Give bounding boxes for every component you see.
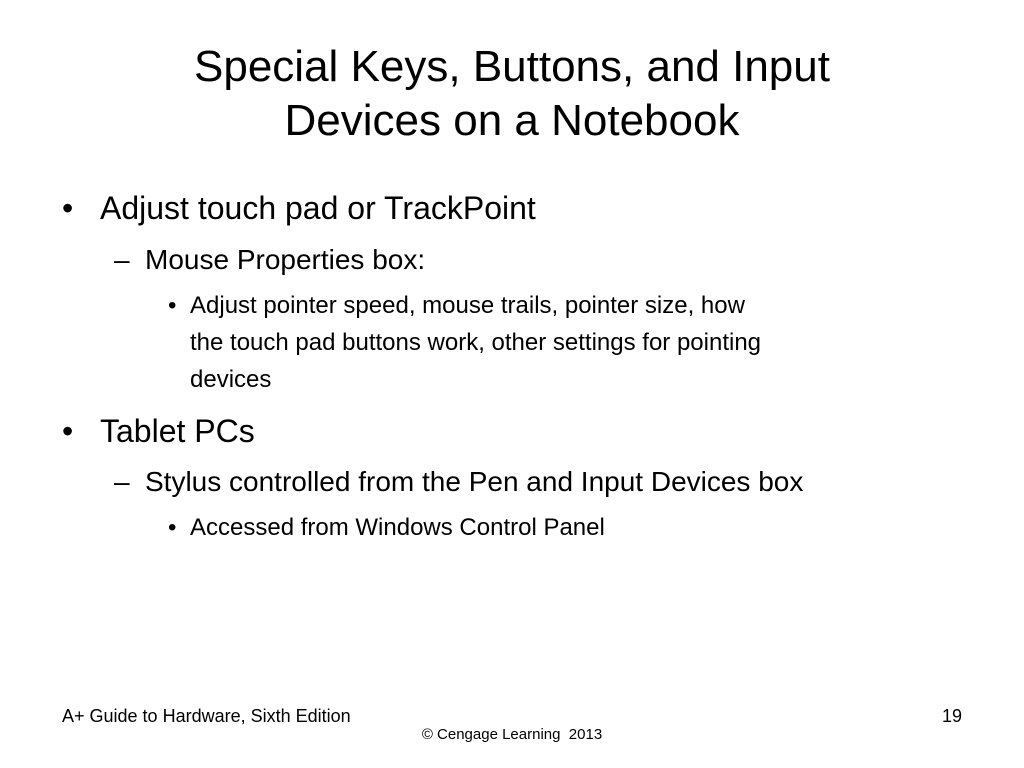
dash-marker: – — [114, 466, 130, 497]
bullet-marker: • — [62, 190, 74, 226]
sub-bullet-text: Mouse Properties box: — [145, 244, 426, 275]
small-bullet-marker: • — [168, 292, 177, 319]
sub-sub-bullet-line-1: Adjust pointer speed, mouse trails, pointer size, how — [190, 292, 745, 319]
sub-sub-bullet-line-1: Accessed from Windows Control Panel — [190, 514, 605, 541]
slide-title-line-2: Devices on a Notebook — [284, 96, 740, 145]
sub-sub-bullet-line-3: devices — [190, 366, 272, 393]
bullet-text: Adjust touch pad or TrackPoint — [100, 190, 536, 226]
sub-bullet-text: Stylus controlled from the Pen and Input Devices box — [145, 466, 804, 497]
slide-title-line-1: Special Keys, Buttons, and Input — [194, 42, 830, 91]
bullet-text: Tablet PCs — [100, 413, 255, 449]
copyright-notice: © Cengage Learning 2013 — [421, 726, 603, 743]
footer-book-title: A+ Guide to Hardware, Sixth Edition — [62, 706, 351, 726]
sub-sub-bullet-line-2: the touch pad buttons work, other settings for pointing — [190, 329, 762, 356]
dash-marker: – — [114, 244, 130, 275]
bullet-marker: • — [62, 413, 74, 449]
slide-title — [40, 40, 984, 148]
small-bullet-marker: • — [168, 514, 177, 541]
page-number: 19 — [941, 706, 962, 726]
